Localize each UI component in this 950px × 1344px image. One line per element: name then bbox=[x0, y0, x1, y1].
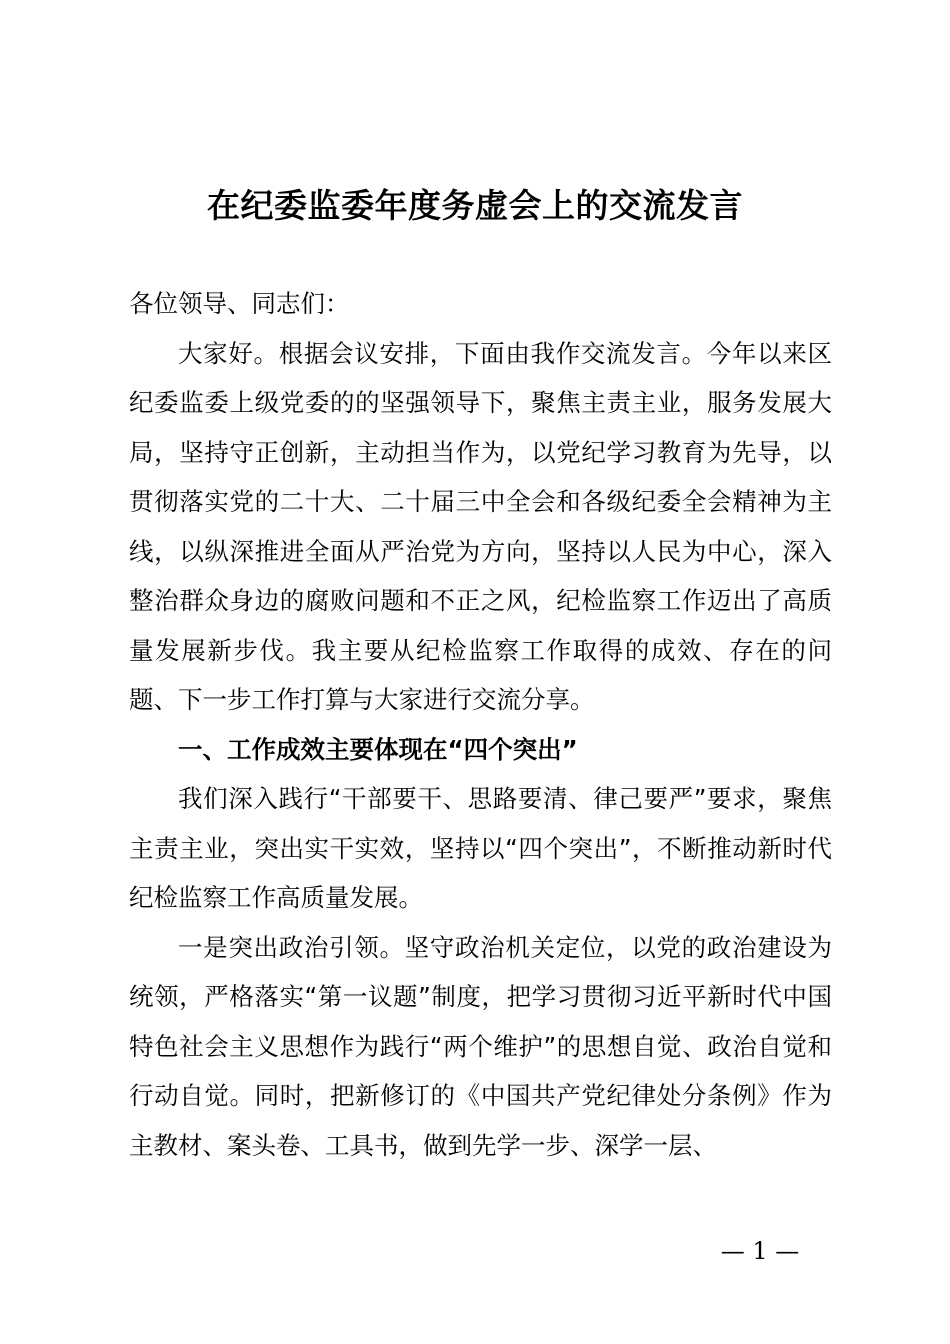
paragraph-overview: 我们深入践行“干部要干、思路要清、律己要严”要求，聚焦主责主业，突出实干实效，坚持以“四个突出”，不断推动新时代纪检监察工作高质量发展。 bbox=[129, 784, 832, 912]
paragraph-intro: 大家好。根据会议安排，下面由我作交流发言。今年以来区纪委监委上级党委的的坚强领导下，聚焦主责主业，服务发展大局，坚持守正创新，主动担当作为，以党纪学习教育为先导，以贯彻落实党的二十大、二十届三中全会和各级纪委全会精神为主线，以纵深推进全面从严治党为方向，坚持以人民为中心，深入整治群众身边的腐败问题和不正之风，纪检监察工作迈出了高质量发展新步伐。我主要从纪检监察工作取得的成效、存在的问题、下一步工作打算与大家进行交流分享。 bbox=[129, 338, 832, 714]
document-title: 在纪委监委年度务虚会上的交流发言 bbox=[207, 186, 743, 225]
paragraph-point-one: 一是突出政治引领。坚守政治机关定位，以党的政治建设为统领，严格落实“第一议题”制度，把学习贯彻习近平新时代中国特色社会主义思想作为践行“两个维护”的思想自觉、政治自觉和行动自觉。同时，把新修订的《中国共产党纪律处分条例》作为主教材、案头卷、工具书，做到先学一步、深学一层、 bbox=[129, 932, 832, 1160]
document-body bbox=[129, 279, 832, 1170]
section-heading: 一、工作成效主要体现在“四个突出” bbox=[178, 734, 578, 764]
salutation: 各位领导、同志们： bbox=[129, 289, 350, 318]
page-number: — 1 — bbox=[720, 1237, 800, 1265]
